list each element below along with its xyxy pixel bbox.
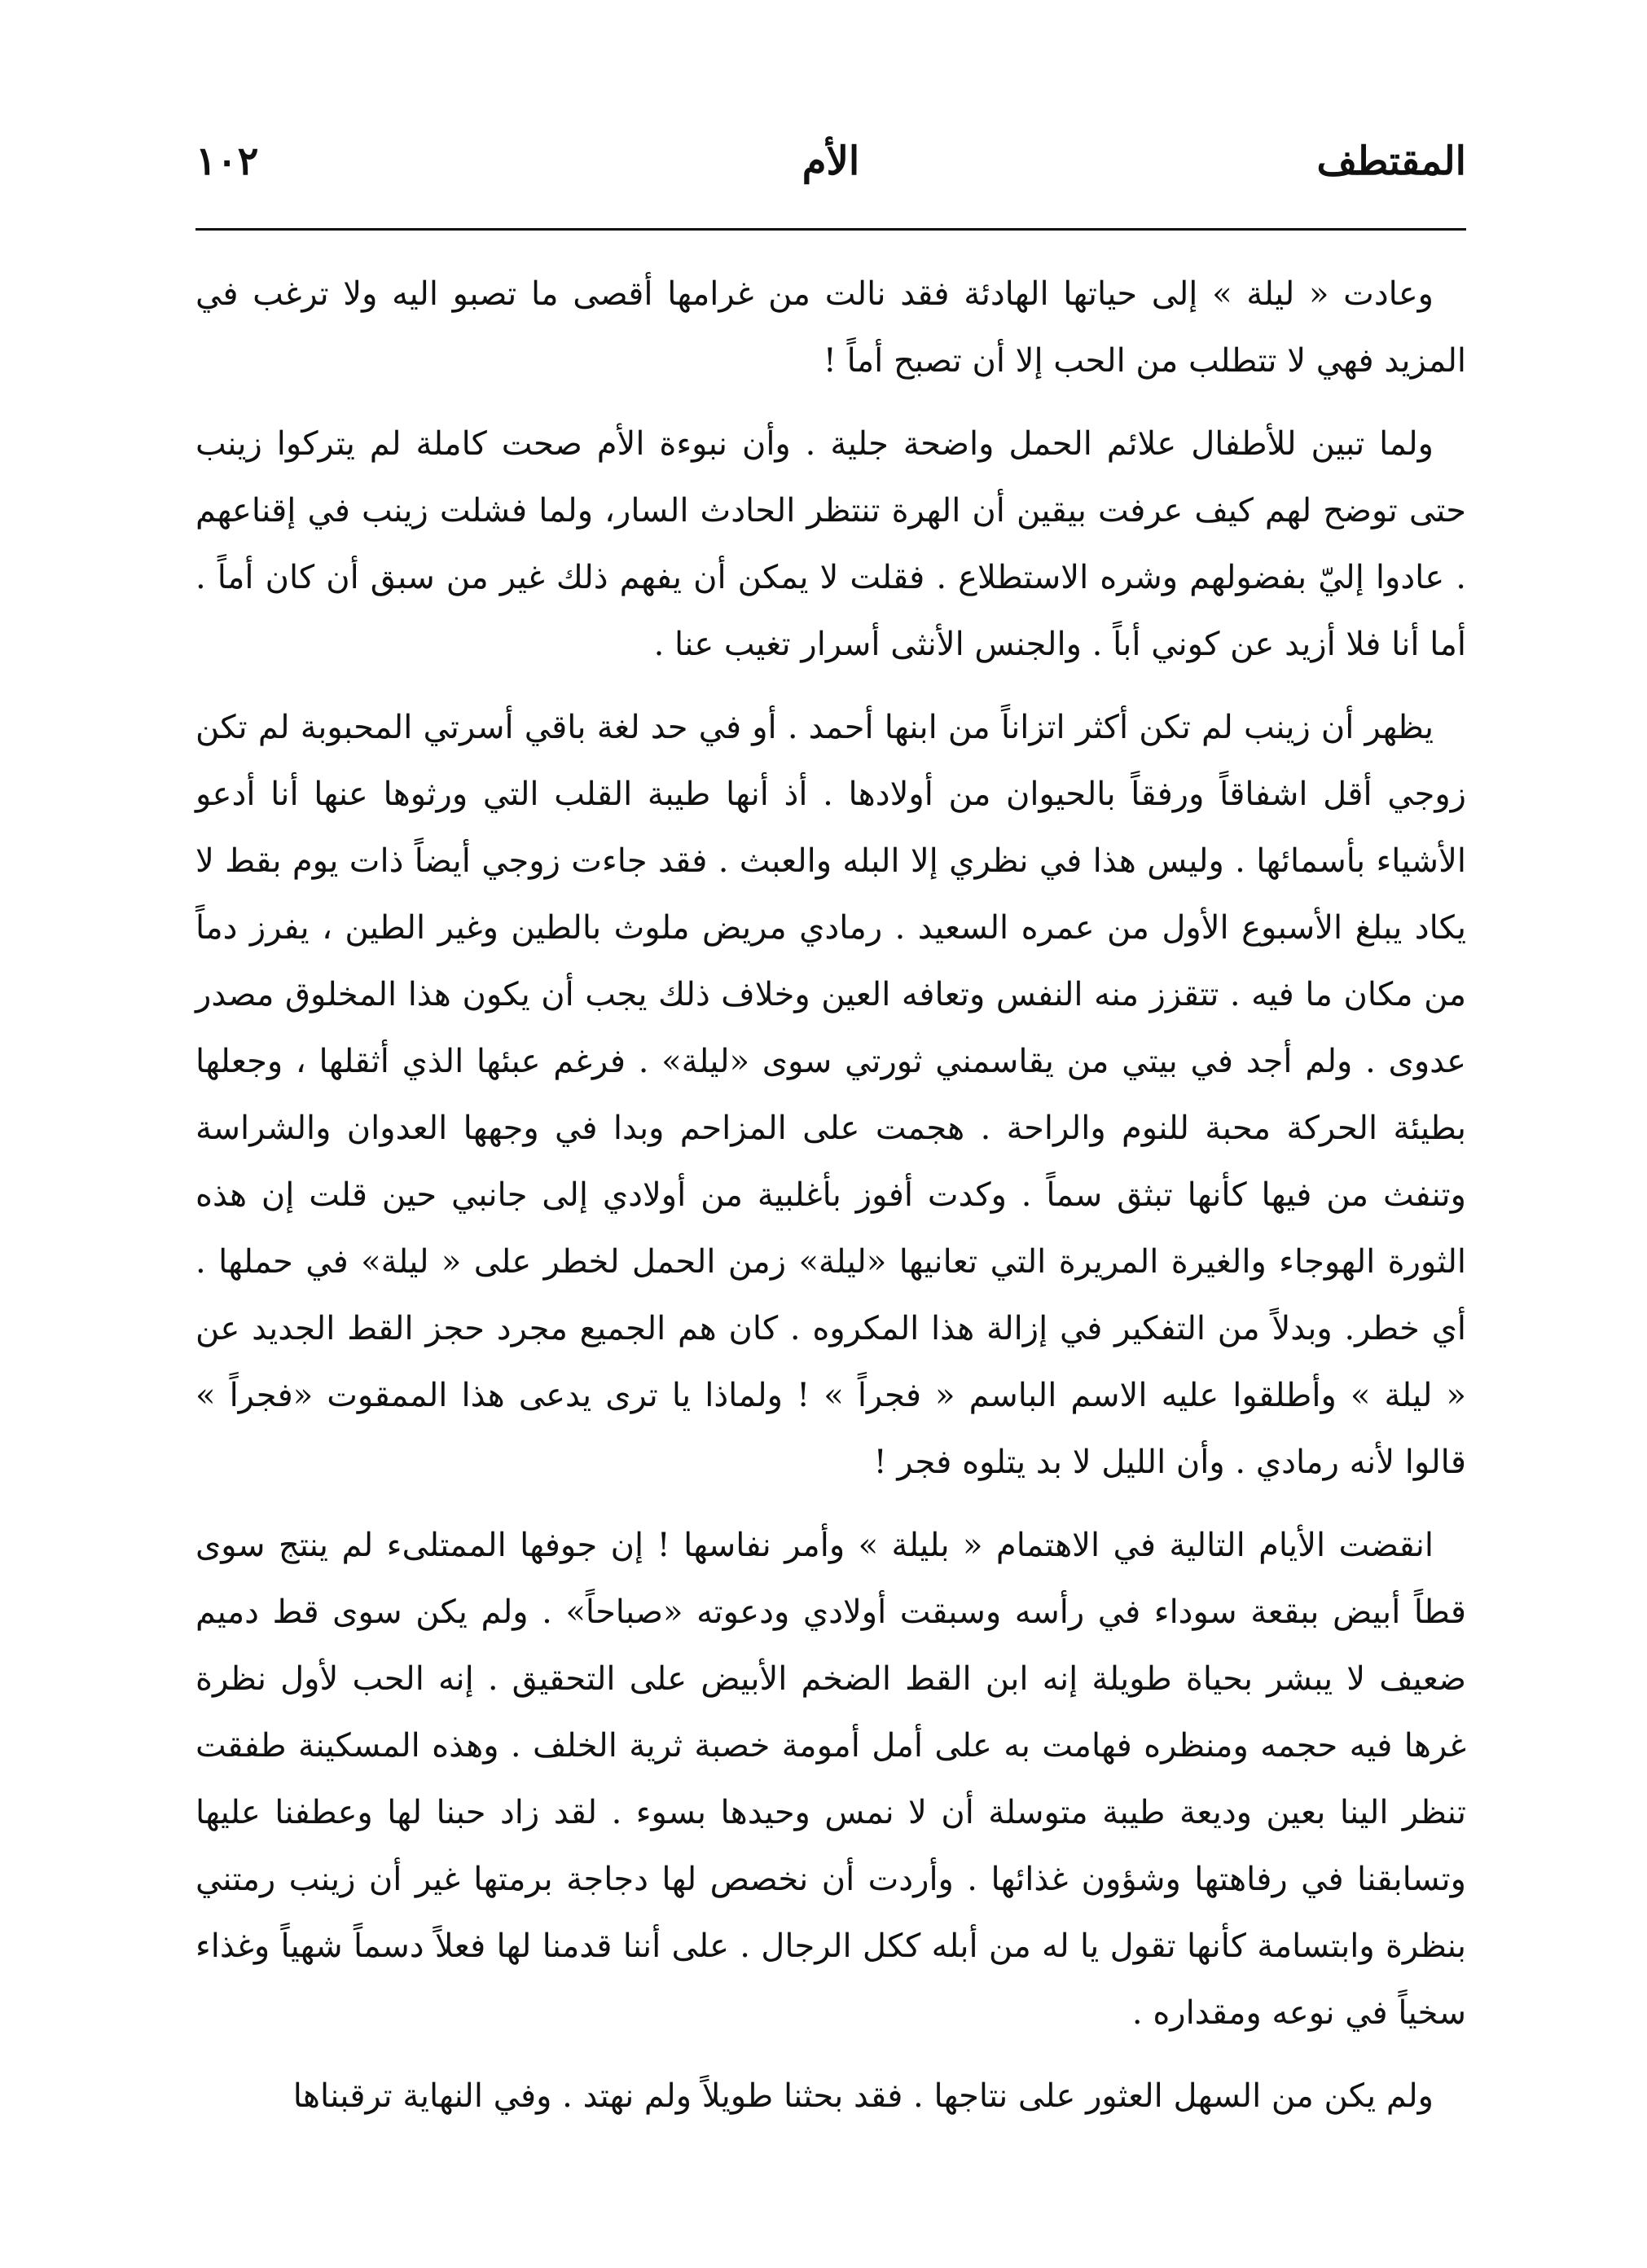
article-body (195, 261, 1466, 2146)
article-title: الأم (802, 138, 860, 184)
paragraph: ولم يكن من السهل العثور على نتاجها . فقد بحثنا طويلاً ولم نهتد . وفي النهاية ترقبناها (292, 2077, 1434, 2115)
page-number: ١٠٢ (195, 138, 259, 184)
paragraph: يظهر أن زينب لم تكن أكثر اتزاناً من ابنها أحمد . أو في حد لغة باقي أسرتي المحبوبة لم تكن زوجي أقل اشفاقاً ورفقاً بالحيوان من أولادها . أذ أنها طيبة القلب التي ورثوها عنها أنا أدعو الأشياء بأسمائها . وليس هذا في نظري إلا البله والعبث . فقد جاءت زوجي أيضاً ذات يوم بقط لا يكاد يبلغ الأسبوع الأول من عمره السعيد . رمادي مريض ملوث بالطين وغير الطين ، يفرز دماً من مكان ما فيه . تتقزز منه النفس وتعافه العين وخلاف ذلك يجب أن يكون هذا المخلوق مصدر عدوى . ولم أجد في بيتي من يقاسمني ثورتي سوى «ليلة» . فرغم عبئها الذي أثقلها ، وجعلها بطيئة الحركة محبة للنوم والراحة . هجمت على المزاحم وبدا في وجهها العدوان والشراسة وتنفث من فيها كأنها تبثق سماً . وكدت أفوز بأغلبية من أولادي إلى جانبي حين قلت إن هذه الثورة الهوجاء والغيرة المريرة التي تعانيها «ليلة» زمن الحمل لخطر على « ليلة» في حملها . أي خطر. وبدلاً من التفكير في إزالة هذا المكروه . كان هم الجميع مجرد حجز القط الجديد عن « ليلة » وأطلقوا عليه الاسم الباسم « فجراً » ! ولماذا يا ترى يدعى هذا الممقوت «فجراً » قالوا لأنه رمادي . وأن الليل لا بد يتلوه فجر ! (195, 709, 1467, 1481)
header-divider (195, 228, 1466, 231)
paragraph: ولما تبين للأطفال علائم الحمل واضحة جلية . وأن نبوءة الأم صحت كاملة لم يتركوا زينب حتى توضح لهم كيف عرفت بيقين أن الهرة تنتظر الحادث السار، ولما فشلت زينب في إقناعهم . عادوا إليّ بفضولهم وشره الاستطلاع . فقلت لا يمكن أن يفهم ذلك غير من سبق أن كان أماً . أما أنا فلا أزيد عن كوني أباً . والجنس الأنثى أسرار تغيب عنا . (195, 425, 1466, 663)
running-header (195, 122, 1466, 196)
paragraph: وعادت « ليلة » إلى حياتها الهادئة فقد نالت من غرامها أقصى ما تصبو اليه ولا ترغب في المزيد فهي لا تتطلب من الحب إلا أن تصبح أماً ! (195, 275, 1466, 380)
paragraph: انقضت الأيام التالية في الاهتمام « بليلة » وأمر نفاسها ! إن جوفها الممتلىء لم ينتج سوى قطاً أبيض ببقعة سوداء في رأسه وسبقت أولادي ودعوته «صباحاً» . ولم يكن سوى قط دميم ضعيف لا يبشر بحياة طويلة إنه ابن القط الضخم الأبيض على التحقيق . إنه الحب لأول نظرة غرها فيه حجمه ومنظره فهامت به على أمل أمومة خصبة ثرية الخلف . وهذه المسكينة طفقت تنظر الينا بعين وديعة طيبة متوسلة أن لا نمس وحيدها بسوء . لقد زاد حبنا لها وعطفنا عليها وتسابقنا في رفاهتها وشؤون غذائها . وأردت أن نخصص لها دجاجة برمتها غير أن زينب رمتني بنظرة وابتسامة كأنها تقول يا له من أبله ككل الرجال . على أننا قدمنا لها فعلاً دسماً شهياً وغذاء سخياً في نوعه ومقداره . (195, 1527, 1467, 2032)
journal-name: المقتطف (1316, 138, 1466, 184)
page (195, 122, 1466, 2208)
